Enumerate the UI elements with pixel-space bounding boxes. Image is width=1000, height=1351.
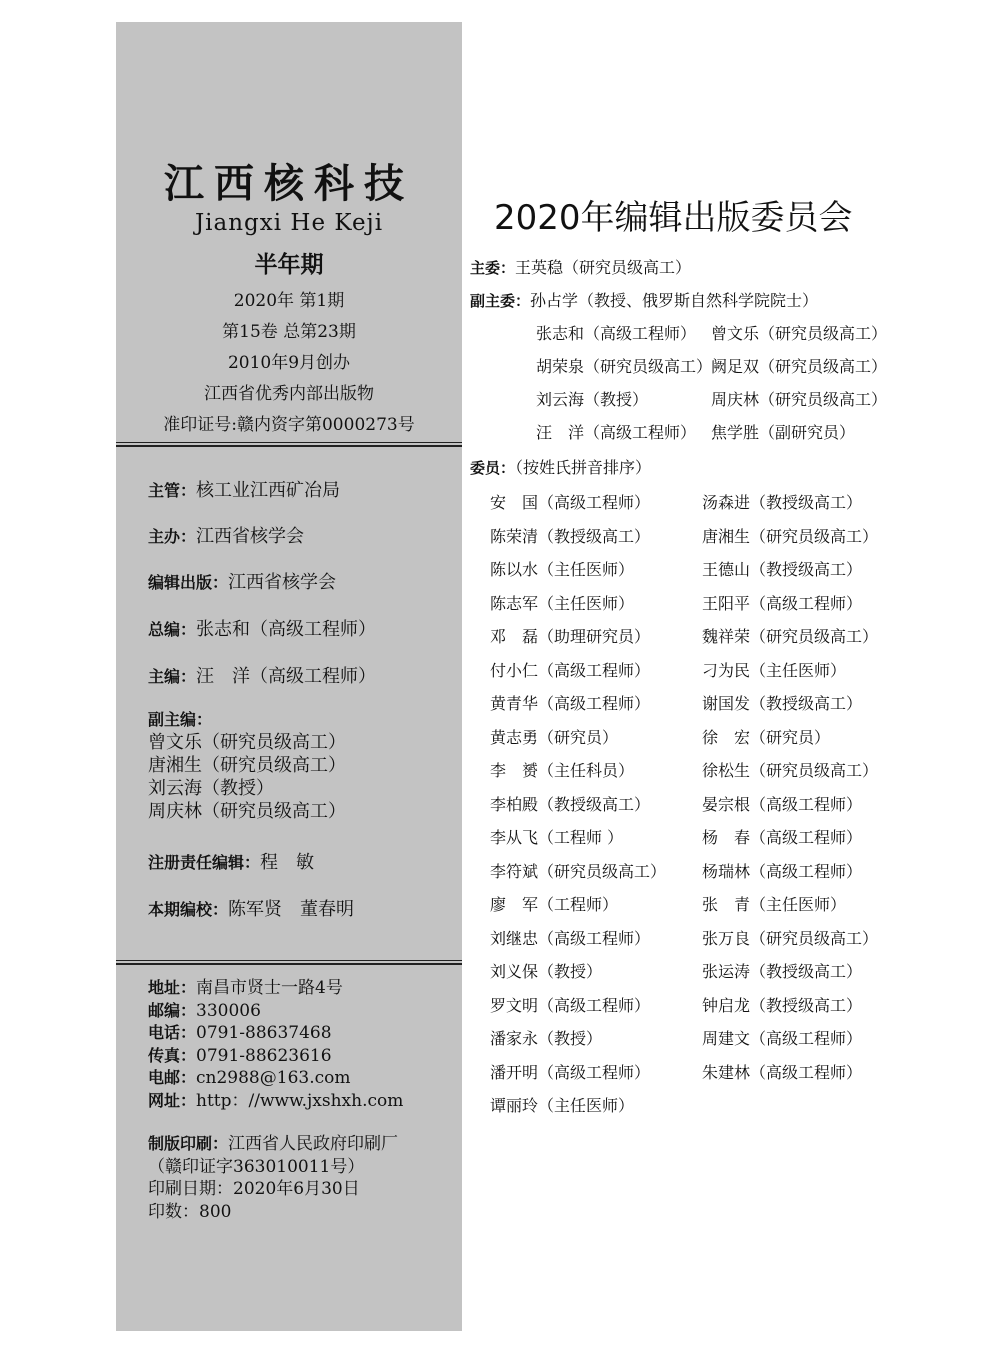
member-item: 邓 磊（助理研究员） <box>490 627 651 646</box>
member-item: 杨 春（高级工程师） <box>702 828 863 847</box>
journal-title: 江西核科技 <box>164 160 414 207</box>
member-item: 徐 宏（研究员） <box>702 727 831 747</box>
member-item: 李符斌（研究员级高工） <box>490 861 667 881</box>
email-value: cn2988@163.com <box>196 1068 351 1088</box>
email-row <box>148 1067 403 1090</box>
member-item: 潘开明（高级工程师） <box>490 1062 651 1082</box>
editor-label: 主编： <box>148 667 197 686</box>
publisher-row <box>148 568 336 594</box>
vice-director-item: 焦学胜（副研究员） <box>711 423 856 442</box>
phone-label: 电话： <box>148 1023 197 1042</box>
printer-row <box>148 1133 398 1156</box>
editor-row <box>148 662 376 688</box>
postcode-label: 邮编： <box>148 1000 197 1020</box>
member-item: 张 青（主任医师） <box>702 895 847 914</box>
chief-editor-value: 张志和（高级工程师） <box>196 619 377 640</box>
journal-pinyin: Jiangxi He Keji <box>194 210 384 236</box>
member-item: 唐湘生（研究员级高工） <box>702 526 879 546</box>
member-item: 刁为民（主任医师） <box>702 660 847 680</box>
printer-label: 制版印刷： <box>148 1134 229 1153</box>
print-date: 印刷日期：2020年6月30日 <box>148 1179 360 1199</box>
print-copies: 印数：800 <box>148 1201 232 1222</box>
sponsor-value: 江西省核学会 <box>196 526 305 547</box>
member-item: 晏宗根（高级工程师） <box>702 794 863 814</box>
phone-value: 0791-88637468 <box>196 1023 332 1043</box>
chief-editor-row <box>148 615 376 641</box>
volume-line: 第15卷 总第23期 <box>222 322 356 342</box>
fax-value: 0791-88623616 <box>196 1045 332 1066</box>
vice-director-item: 汪 洋（高级工程师） <box>536 423 697 442</box>
member-item: 刘继忠（高级工程师） <box>490 928 651 948</box>
issue-line: 2020年 第1期 <box>233 291 345 311</box>
member-item: 王阳平（高级工程师） <box>702 593 863 613</box>
masthead-panel <box>116 22 462 1331</box>
member-item: 张运涛（教授级高工） <box>702 962 863 981</box>
deputy-editor: 刘云海（教授） <box>148 778 274 799</box>
member-item: 杨瑞林（高级工程师） <box>702 861 863 881</box>
divider <box>116 442 462 447</box>
deputy-editor: 曾文乐（研究员级高工） <box>148 732 346 753</box>
member-item: 徐松生（研究员级高工） <box>702 761 879 780</box>
divider <box>116 960 462 965</box>
printer-value: 江西省人民政府印刷厂 <box>228 1134 399 1154</box>
registered-editor-label: 注册责任编辑： <box>148 853 261 872</box>
vice-director-value: 孙占学（教授、俄罗斯自然科学院院士） <box>530 291 819 310</box>
founded-line: 2010年9月创办 <box>227 353 351 373</box>
member-item: 朱建林（高级工程师） <box>702 1062 863 1082</box>
vice-director-item: 刘云海（教授） <box>536 390 649 409</box>
printing-block <box>148 1133 398 1223</box>
member-item: 李柏殿（教授级高工） <box>490 794 651 814</box>
member-item: 魏祥荣（研究员级高工） <box>702 627 879 646</box>
vice-director-label: 副主委： <box>470 292 531 310</box>
deputy-label: 副主编： <box>148 710 213 729</box>
proofreader-value: 陈军贤 董春明 <box>228 899 355 920</box>
journal-frequency: 半年期 <box>254 252 324 278</box>
supervisor-value: 核工业江西矿冶局 <box>196 480 341 501</box>
member-item: 罗文明（高级工程师） <box>490 995 651 1015</box>
honor-line: 江西省优秀内部出版物 <box>204 384 374 404</box>
member-item: 周建文（高级工程师） <box>702 1029 863 1048</box>
member-item: 谢国发（教授级高工） <box>702 694 863 713</box>
member-item: 张万良（研究员级高工） <box>702 928 879 948</box>
member-item: 陈志军（主任医师） <box>490 593 635 613</box>
vice-director-item: 周庆林（研究员级高工） <box>711 390 888 409</box>
member-item: 陈以水（主任医师） <box>490 560 635 579</box>
web-value: http：//www.jxshxh.com <box>196 1090 404 1111</box>
director-label: 主委： <box>470 259 516 277</box>
publisher-label: 编辑出版： <box>148 573 229 592</box>
supervisor-label: 主管： <box>148 481 197 500</box>
chief-editor-label: 总编： <box>148 620 197 639</box>
deputy-editors <box>148 708 346 823</box>
member-item: 钟启龙（教授级高工） <box>702 995 863 1015</box>
deputy-editor: 唐湘生（研究员级高工） <box>148 755 346 776</box>
member-item: 李从飞（工程师 ） <box>490 828 624 847</box>
web-label: 网址： <box>148 1090 197 1110</box>
fax-row <box>148 1045 403 1068</box>
supervisor-row <box>148 476 340 502</box>
members-header <box>470 455 651 478</box>
sponsor-row <box>148 522 304 548</box>
member-item: 廖 军（工程师） <box>490 895 619 914</box>
phone-row <box>148 1022 403 1045</box>
proofreader-row <box>148 895 354 921</box>
member-item: 刘义保（教授） <box>490 962 603 981</box>
proofreader-label: 本期编校： <box>148 900 229 919</box>
vice-director-item: 阙足双（研究员级高工） <box>711 357 888 376</box>
member-item: 黄青华（高级工程师） <box>490 694 651 713</box>
fax-label: 传真： <box>148 1045 197 1065</box>
member-item: 汤森进（教授级高工） <box>702 493 863 512</box>
vice-director-item: 曾文乐（研究员级高工） <box>711 324 888 343</box>
member-item: 安 国（高级工程师） <box>490 493 651 512</box>
address-label: 地址： <box>148 978 197 997</box>
member-item: 黄志勇（研究员） <box>490 727 619 747</box>
contact-block <box>148 977 403 1112</box>
vice-director-item: 张志和（高级工程师） <box>536 324 697 343</box>
postcode-value: 330006 <box>196 1000 261 1021</box>
printer-license: （赣印证字363010011号） <box>148 1156 365 1177</box>
address-row <box>148 977 403 1000</box>
email-label: 电邮： <box>148 1068 197 1087</box>
member-item: 王德山（教授级高工） <box>702 560 863 579</box>
director-row <box>470 255 691 278</box>
member-item: 李 赟（主任科员） <box>490 761 635 780</box>
registered-editor-value: 程 敏 <box>260 852 315 873</box>
web-row <box>148 1090 403 1113</box>
vice-director-row <box>470 288 818 311</box>
sponsor-label: 主办： <box>148 527 197 546</box>
registered-editor-row <box>148 848 314 874</box>
permit-line: 准印证号:赣内资字第0000273号 <box>163 415 415 435</box>
publisher-value: 江西省核学会 <box>228 572 337 593</box>
member-item: 付小仁（高级工程师） <box>490 660 651 680</box>
director-value: 王英稳（研究员级高工） <box>515 258 692 277</box>
address-value: 南昌市贤士一路4号 <box>196 978 343 998</box>
deputy-editor: 周庆林（研究员级高工） <box>148 801 346 822</box>
vice-director-item: 胡荣泉（研究员级高工） <box>536 357 713 376</box>
member-item: 陈荣清（教授级高工） <box>490 526 651 546</box>
committee-title: 2020年编辑出版委员会 <box>494 198 853 238</box>
member-item: 谭丽玲（主任医师） <box>490 1096 635 1115</box>
postcode-row <box>148 1000 403 1023</box>
members-label: 委员： <box>470 459 516 477</box>
editor-value: 汪 洋（高级工程师） <box>196 666 377 687</box>
members-note: （按姓氏拼音排序） <box>515 458 652 477</box>
member-item: 潘家永（教授） <box>490 1029 603 1048</box>
